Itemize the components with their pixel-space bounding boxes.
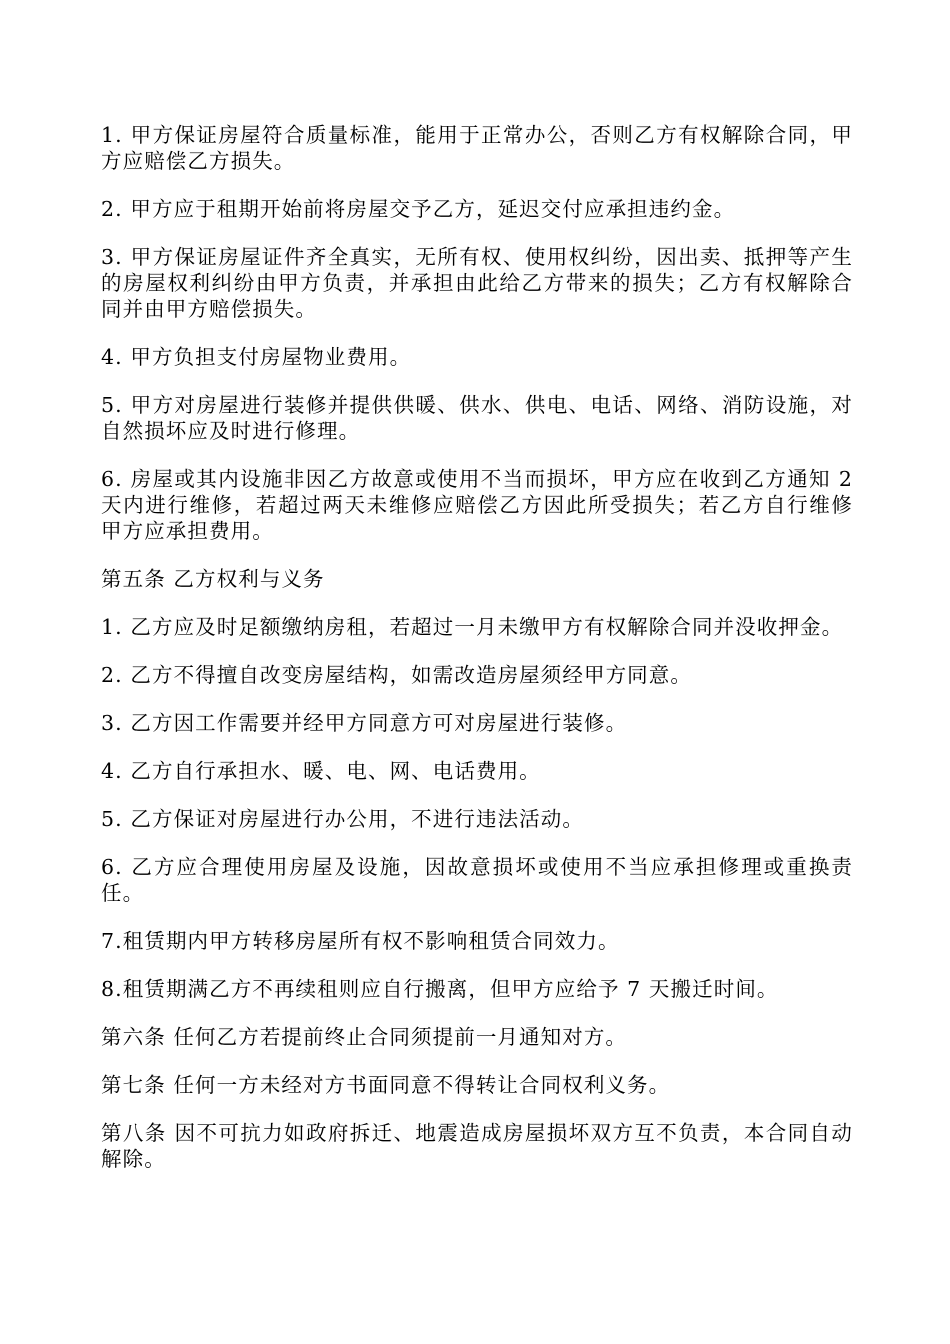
clause-6: 第六条 任何乙方若提前终止合同须提前一月通知对方。: [101, 1025, 628, 1049]
clause-5-item-2: 2. 乙方不得擅自改变房屋结构，如需改造房屋须经甲方同意。: [101, 663, 692, 687]
clause-5-item-5: 5. 乙方保证对房屋进行办公用，不进行违法活动。: [101, 807, 584, 831]
clause-5-item-4: 4. 乙方自行承担水、暖、电、网、电话费用。: [101, 759, 541, 783]
clause-4-item-4: 4. 甲方负担支付房屋物业费用。: [101, 345, 412, 369]
clause-4-item-5: 5. 甲方对房屋进行装修并提供供暖、供水、供电、电话、网络、消防设施，对自然损坏应及时进行修理。: [101, 393, 853, 443]
clause-5-item-7: 7.租赁期内甲方转移房屋所有权不影响租赁合同效力。: [101, 929, 620, 953]
clause-5-item-6: 6. 乙方应合理使用房屋及设施，因故意损坏或使用不当应承担修理或重换责任。: [101, 855, 853, 905]
clause-5-item-3: 3. 乙方因工作需要并经甲方同意方可对房屋进行装修。: [101, 711, 628, 735]
clause-5-heading: 第五条 乙方权利与义务: [101, 567, 325, 591]
clause-4-item-3: 3. 甲方保证房屋证件齐全真实，无所有权、使用权纠纷，因出卖、抵押等产生的房屋权利纠纷由甲方负责，并承担由此给乙方带来的损失；乙方有权解除合同并由甲方赔偿损失。: [101, 245, 853, 321]
clause-7: 第七条 任何一方未经对方书面同意不得转让合同权利义务。: [101, 1073, 671, 1097]
clause-4-item-1: 1. 甲方保证房屋符合质量标准，能用于正常办公，否则乙方有权解除合同，甲方应赔偿乙方损失。: [101, 123, 853, 173]
document-body: [101, 122, 853, 1194]
clause-4-item-6: 6. 房屋或其内设施非因乙方故意或使用不当而损坏，甲方应在收到乙方通知 2 天内进行维修，若超过两天未维修应赔偿乙方因此所受损失；若乙方自行维修甲方应承担费用。: [101, 467, 853, 543]
clause-4-item-2: 2. 甲方应于租期开始前将房屋交予乙方，延迟交付应承担违约金。: [101, 197, 736, 221]
clause-8: 第八条 因不可抗力如政府拆迁、地震造成房屋损坏双方互不负责，本合同自动解除。: [101, 1121, 853, 1171]
clause-5-item-8: 8.租赁期满乙方不再续租则应自行搬离，但甲方应给予 7 天搬迁时间。: [101, 977, 779, 1001]
clause-5-item-1: 1. 乙方应及时足额缴纳房租，若超过一月未缴甲方有权解除合同并没收押金。: [101, 615, 844, 639]
